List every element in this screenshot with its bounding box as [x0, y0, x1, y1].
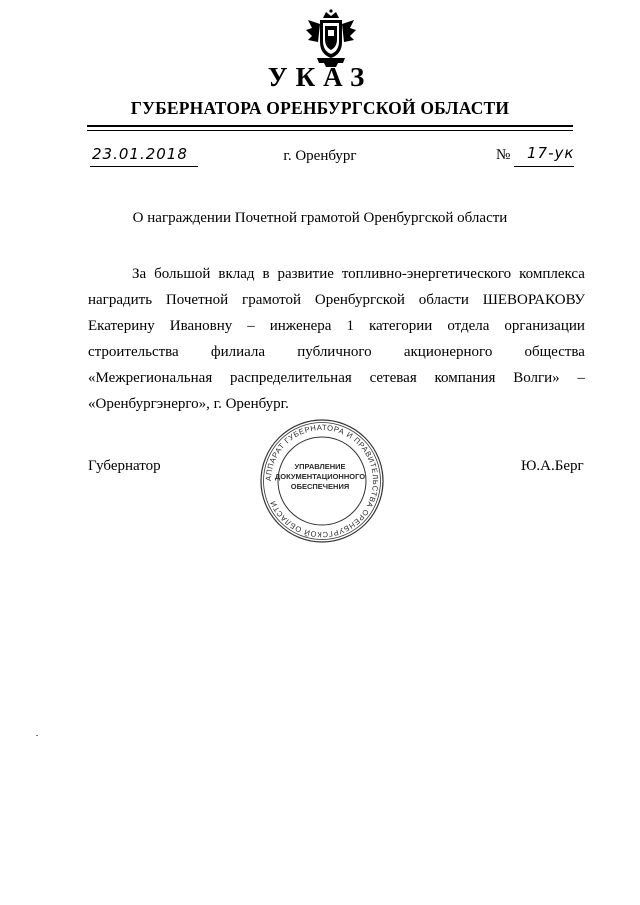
body-line-4 — [88, 339, 585, 365]
body-word: – — [577, 370, 585, 386]
header-rule-thin — [87, 130, 573, 131]
body-word: Оренбургской — [314, 292, 405, 308]
body-line-3 — [88, 313, 585, 339]
body-word: акционерного — [403, 344, 493, 360]
body-word: наградить — [88, 292, 153, 308]
document-city: г. Оренбург — [283, 148, 357, 164]
signer-position: Губернатор — [88, 458, 161, 474]
body-word: вклад — [218, 266, 255, 282]
body-word: За — [132, 266, 147, 282]
body-word: строительства — [88, 344, 179, 360]
body-word: топливно-энергетического — [341, 266, 512, 282]
number-label: № — [496, 147, 511, 163]
body-word: комплекса — [519, 266, 585, 282]
document-body — [88, 261, 585, 417]
body-word: развитие — [277, 266, 334, 282]
body-word: «Межрегиональная — [88, 370, 213, 386]
body-word: инженера — [269, 318, 332, 334]
body-word: – — [247, 318, 255, 334]
body-line-6: «Оренбургэнерго», г. Оренбург. — [88, 396, 289, 412]
body-word: области — [418, 292, 469, 308]
stamp-ring-text: АППАРАТ ГУБЕРНАТОРА И ПРАВИТЕЛЬСТВА ОРЕНБУРГСКОЙ ОБЛАСТИ — [263, 422, 381, 540]
body-word: филиала — [210, 344, 266, 360]
stamp-line-2: ДОКУМЕНТАЦИОННОГО — [274, 472, 366, 481]
body-word: сетевая — [369, 370, 417, 386]
body-word: Ивановну — [169, 318, 233, 334]
body-word: компания — [434, 370, 496, 386]
body-word: Волги» — [513, 370, 560, 386]
body-line-2 — [88, 287, 585, 313]
stamp-inner-text — [273, 462, 367, 492]
document-date: 23.01.2018 — [92, 145, 188, 163]
body-word: категории — [368, 318, 433, 334]
stamp-line-1: УПРАВЛЕНИЕ — [294, 462, 346, 471]
coat-of-arms-icon — [300, 8, 362, 68]
body-word: грамотой — [242, 292, 302, 308]
date-underline — [90, 166, 198, 167]
body-word: отдела — [447, 318, 490, 334]
body-word: организации — [504, 318, 585, 334]
body-word: большой — [154, 266, 211, 282]
body-line-1 — [88, 261, 585, 287]
document-number: 17-ук — [527, 144, 575, 162]
body-word: ШЕВОРАКОВУ — [482, 292, 585, 308]
body-word: общества — [524, 344, 585, 360]
document-title: УКАЗ — [267, 62, 373, 92]
scan-speck — [36, 735, 38, 736]
document-subtitle: ГУБЕРНАТОРА ОРЕНБУРГСКОЙ ОБЛАСТИ — [130, 98, 510, 118]
signer-name: Ю.А.Берг — [521, 458, 584, 474]
body-word: Екатерину — [88, 318, 155, 334]
body-word: в — [262, 266, 270, 282]
body-word: распределительная — [230, 370, 352, 386]
number-underline — [514, 166, 574, 167]
document-subject: О награждении Почетной грамотой Оренбургской области — [132, 210, 508, 226]
body-line-5 — [88, 365, 585, 391]
body-word: 1 — [346, 318, 354, 334]
body-word: Почетной — [165, 292, 229, 308]
header-rule-thick — [87, 125, 573, 127]
body-word: публичного — [297, 344, 372, 360]
stamp-line-3: ОБЕСПЕЧЕНИЯ — [290, 482, 350, 491]
